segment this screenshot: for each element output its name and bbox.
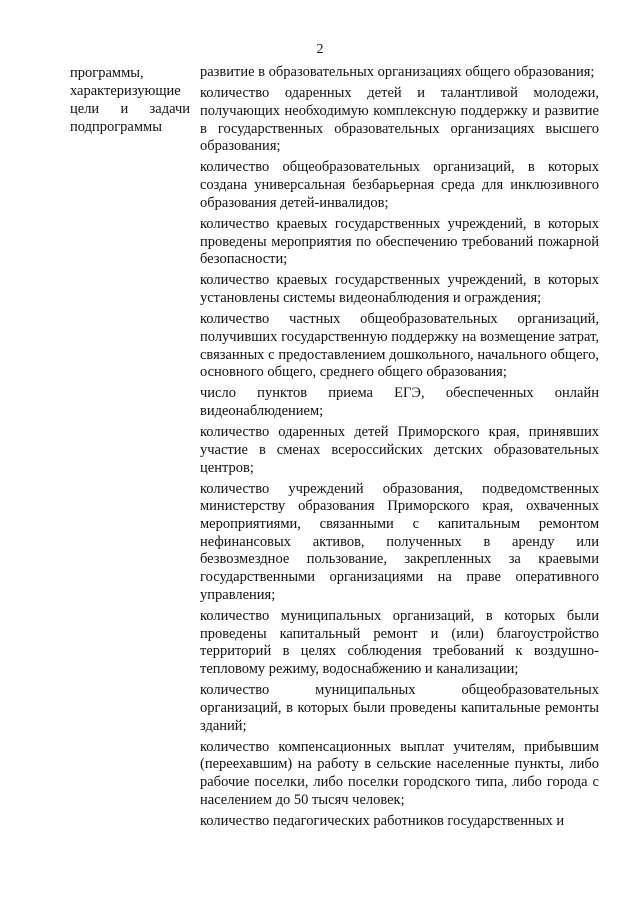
indicator-item: количество общеобразовательных организаций, в которых создана универсальная безбарьерная среда для инклюзивного образования детей-инвалидов; xyxy=(200,159,599,211)
page-number: 2 xyxy=(316,42,324,57)
indicator-item: количество компенсационных выплат учителям, прибывшим (переехавшим) на работу в сельские населенные пункты, либо рабочие поселки, либо поселки городского типа, либо города с населением до 50 тысяч человек; xyxy=(200,738,599,808)
indicator-item: количество педагогических работников государственных и xyxy=(200,812,565,829)
indicator-item: развитие в образовательных организациях общего образования; xyxy=(200,64,595,80)
indicator-item: количество краевых государственных учреждений, в которых проведены мероприятия по обеспечению требований пожарной безопасности; xyxy=(200,215,599,268)
indicator-item: количество одаренных детей Приморского края, принявших участие в сменах всероссийских детских образовательных центров; xyxy=(200,424,599,476)
section-label: программы, характеризующие цели и задачи подпрограммы xyxy=(70,65,190,135)
indicator-item: количество частных общеобразовательных организаций, получивших государственную поддержку на возмещение затрат, связанных с предоставлением дошкольного, начального общего, основного общего, среднего общего образования; xyxy=(200,311,599,381)
indicator-item: количество муниципальных организаций, в которых были проведены капитальный ремонт и (или) благоустройство территорий в целях соблюдения требований к воздушно-тепловому режиму, водоснабжению и канализации; xyxy=(200,607,599,678)
indicator-list xyxy=(200,64,599,834)
indicator-item: количество одаренных детей и талантливой молодежи, получающих необходимую комплексную поддержку и развитие в государственных образовательных организациях высшего образования; xyxy=(200,85,599,155)
indicator-item: количество учреждений образования, подведомственных министерству образования Приморского края, охваченных мероприятиями, связанными с капитальным ремонтом нефинансовых активов, полученных в аренду или безвозмездное пользование, закрепленных за краевыми государственными организациями на праве оперативного управления; xyxy=(200,480,599,603)
indicator-item: число пунктов приема ЕГЭ, обеспеченных онлайн видеонаблюдением; xyxy=(200,385,599,419)
indicator-item: количество краевых государственных учреждений, в которых установлены системы видеонаблюдения и ограждения; xyxy=(200,272,599,306)
indicator-item: количество муниципальных общеобразовательных организаций, в которых были проведены капитальные ремонты зданий; xyxy=(200,682,599,734)
